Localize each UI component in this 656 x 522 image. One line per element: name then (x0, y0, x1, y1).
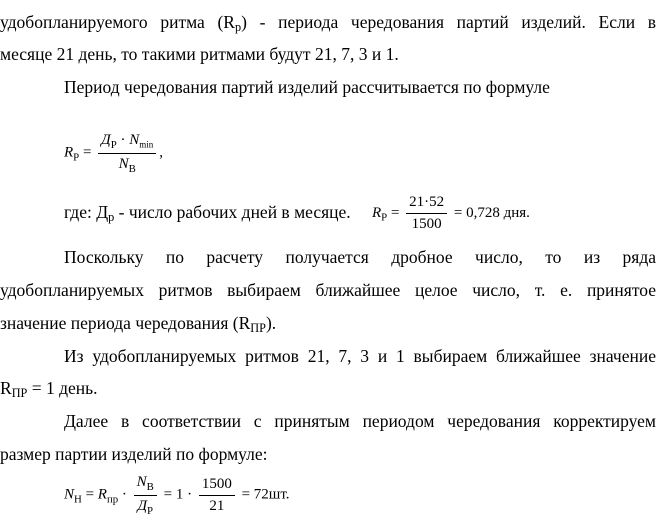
formula-fraction (406, 194, 447, 233)
subscript: ПР (250, 321, 266, 336)
formula-fraction-2 (199, 476, 235, 515)
formula-rhythm (64, 132, 163, 175)
formula-dot: · (121, 486, 127, 503)
fraction-denominator: 1500 (411, 216, 442, 232)
text: ) - периода чередования партий изделий. Если в (241, 12, 656, 32)
fraction-denominator (98, 154, 156, 175)
formula-fraction (98, 132, 156, 175)
paragraph-2: Период чередования партий изделий рассчитывается по формуле (64, 77, 550, 97)
num-a: Д (101, 132, 111, 148)
paragraph-4-line-1: Из удобопланируемых ритмов 21, 7, 3 и 1 выбираем ближайшее значение (64, 346, 656, 366)
den-sub: В (128, 162, 136, 175)
formula-eq: = (85, 486, 95, 503)
num-b: N (129, 132, 140, 148)
formula-eq-2: = 1 · (163, 486, 193, 503)
num-b-sub: min (139, 139, 154, 150)
den: Д (137, 497, 148, 514)
paragraph-5-line-1: Далее в соответствии с принятым периодом чередования корректируем (64, 411, 656, 431)
formula-batch-size (64, 474, 290, 517)
fraction-numerator (134, 474, 157, 496)
formula-lhs-sub: Р (73, 151, 80, 164)
fraction-numerator: 1500 (199, 476, 235, 496)
paragraph-1-line-1 (0, 12, 656, 35)
formula-result (372, 194, 530, 233)
paragraph-3-line-2: удобопланируемых ритмов выбираем ближайшее целое число, т. е. принятое (0, 280, 656, 300)
den: N (118, 155, 129, 172)
formula-lhs: R (372, 204, 382, 221)
text: где: Д (64, 202, 109, 222)
paragraph-4-line-2 (0, 378, 656, 401)
paragraph-3-line-1: Поскольку по расчету получается дробное число, то из ряда (64, 247, 656, 267)
formula-r-sub: пр (106, 493, 119, 506)
text: = 1 день. (27, 378, 98, 398)
formula-lhs-sub: Н (74, 493, 82, 506)
text: удобопланируемого ритма (R (0, 12, 235, 32)
subscript: р (108, 210, 115, 225)
formula-result-value: = 0,728 дня. (453, 204, 530, 221)
formula-eq: = (390, 204, 400, 221)
text: ). (265, 313, 277, 333)
num-dot: · (120, 132, 126, 148)
paragraph-3-line-3 (0, 313, 656, 336)
formula-tail: , (159, 144, 163, 161)
formula-lhs: N (64, 486, 75, 503)
paragraph-1-line-2: месяце 21 день, то такими ритмами будут 21, 7, 3 и 1. (0, 44, 399, 64)
formula-lhs: R (64, 144, 74, 161)
formula-eq: = (82, 144, 92, 161)
paragraph-5-line-2: размер партии изделий по формуле: (0, 444, 268, 464)
text: R (0, 378, 12, 398)
fraction-numerator: 21·52 (406, 194, 447, 214)
subscript: ПР (11, 386, 28, 401)
num: N (136, 474, 147, 490)
text: значение периода чередования (R (0, 313, 251, 333)
subscript: р (235, 20, 242, 35)
fraction-denominator: 21 (209, 497, 225, 514)
text: - число рабочих дней в месяце. (114, 202, 351, 222)
formula-r: R (97, 486, 107, 503)
den-sub: Р (147, 504, 154, 517)
formula-fraction-1 (134, 474, 157, 517)
fraction-numerator (98, 132, 156, 154)
formula-lhs-sub: Р (381, 211, 388, 224)
fraction-denominator (134, 496, 157, 517)
num-a-sub: Р (110, 138, 117, 151)
formula-result-value: = 72шт. (241, 486, 290, 503)
where-line (64, 202, 351, 225)
num-sub: В (146, 480, 154, 493)
